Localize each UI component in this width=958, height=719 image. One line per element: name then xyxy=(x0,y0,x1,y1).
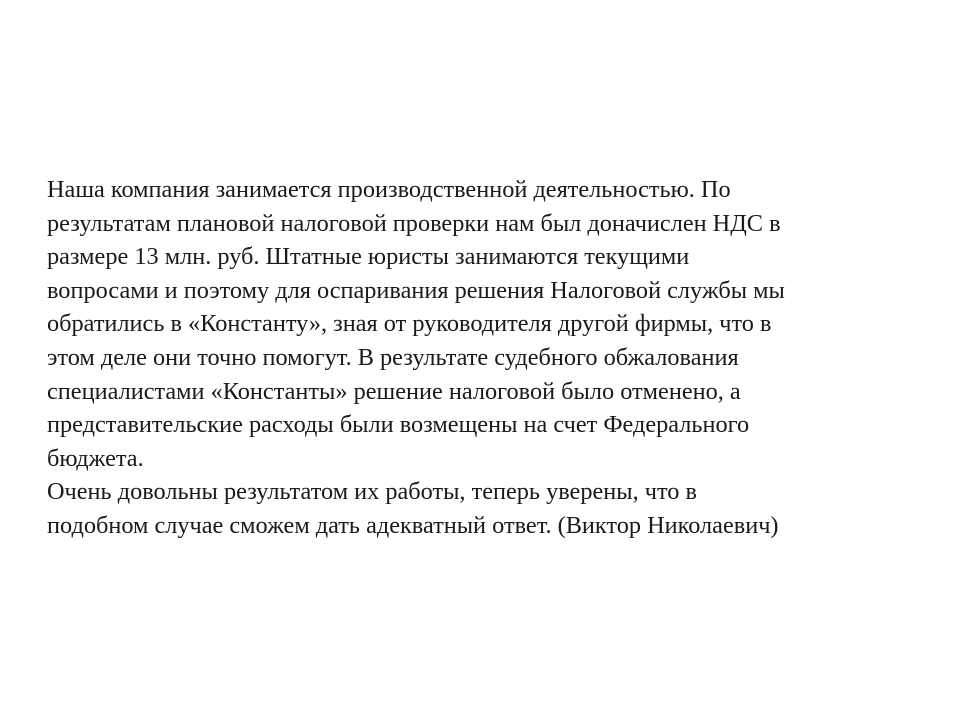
testimonial-line: результатам плановой налоговой проверки нам был доначислен НДС в xyxy=(47,209,781,237)
testimonial-line: специалистами «Константы» решение налоговой было отменено, а xyxy=(47,377,741,405)
testimonial-line: представительские расходы были возмещены на счет Федерального xyxy=(47,411,750,439)
testimonial-line: размере 13 млн. руб. Штатные юристы занимаются текущими xyxy=(47,243,690,271)
testimonial-text xyxy=(47,173,927,543)
testimonial-line: вопросами и поэтому для оспаривания решения Налоговой службы мы xyxy=(47,276,785,304)
testimonial-line: обратились в «Константу», зная от руководителя другой фирмы, что в xyxy=(47,310,772,338)
testimonial-line: Наша компания занимается производственной деятельностью. По xyxy=(47,176,731,203)
testimonial-line: этом деле они точно помогут. В результате судебного обжалования xyxy=(47,343,739,371)
testimonial-signature-line: подобном случае сможем дать адекватный ответ. (Виктор Николаевич) xyxy=(47,511,779,539)
testimonial-line: Очень довольны результатом их работы, теперь уверены, что в xyxy=(47,478,697,506)
testimonial-line: бюджета. xyxy=(47,444,144,472)
